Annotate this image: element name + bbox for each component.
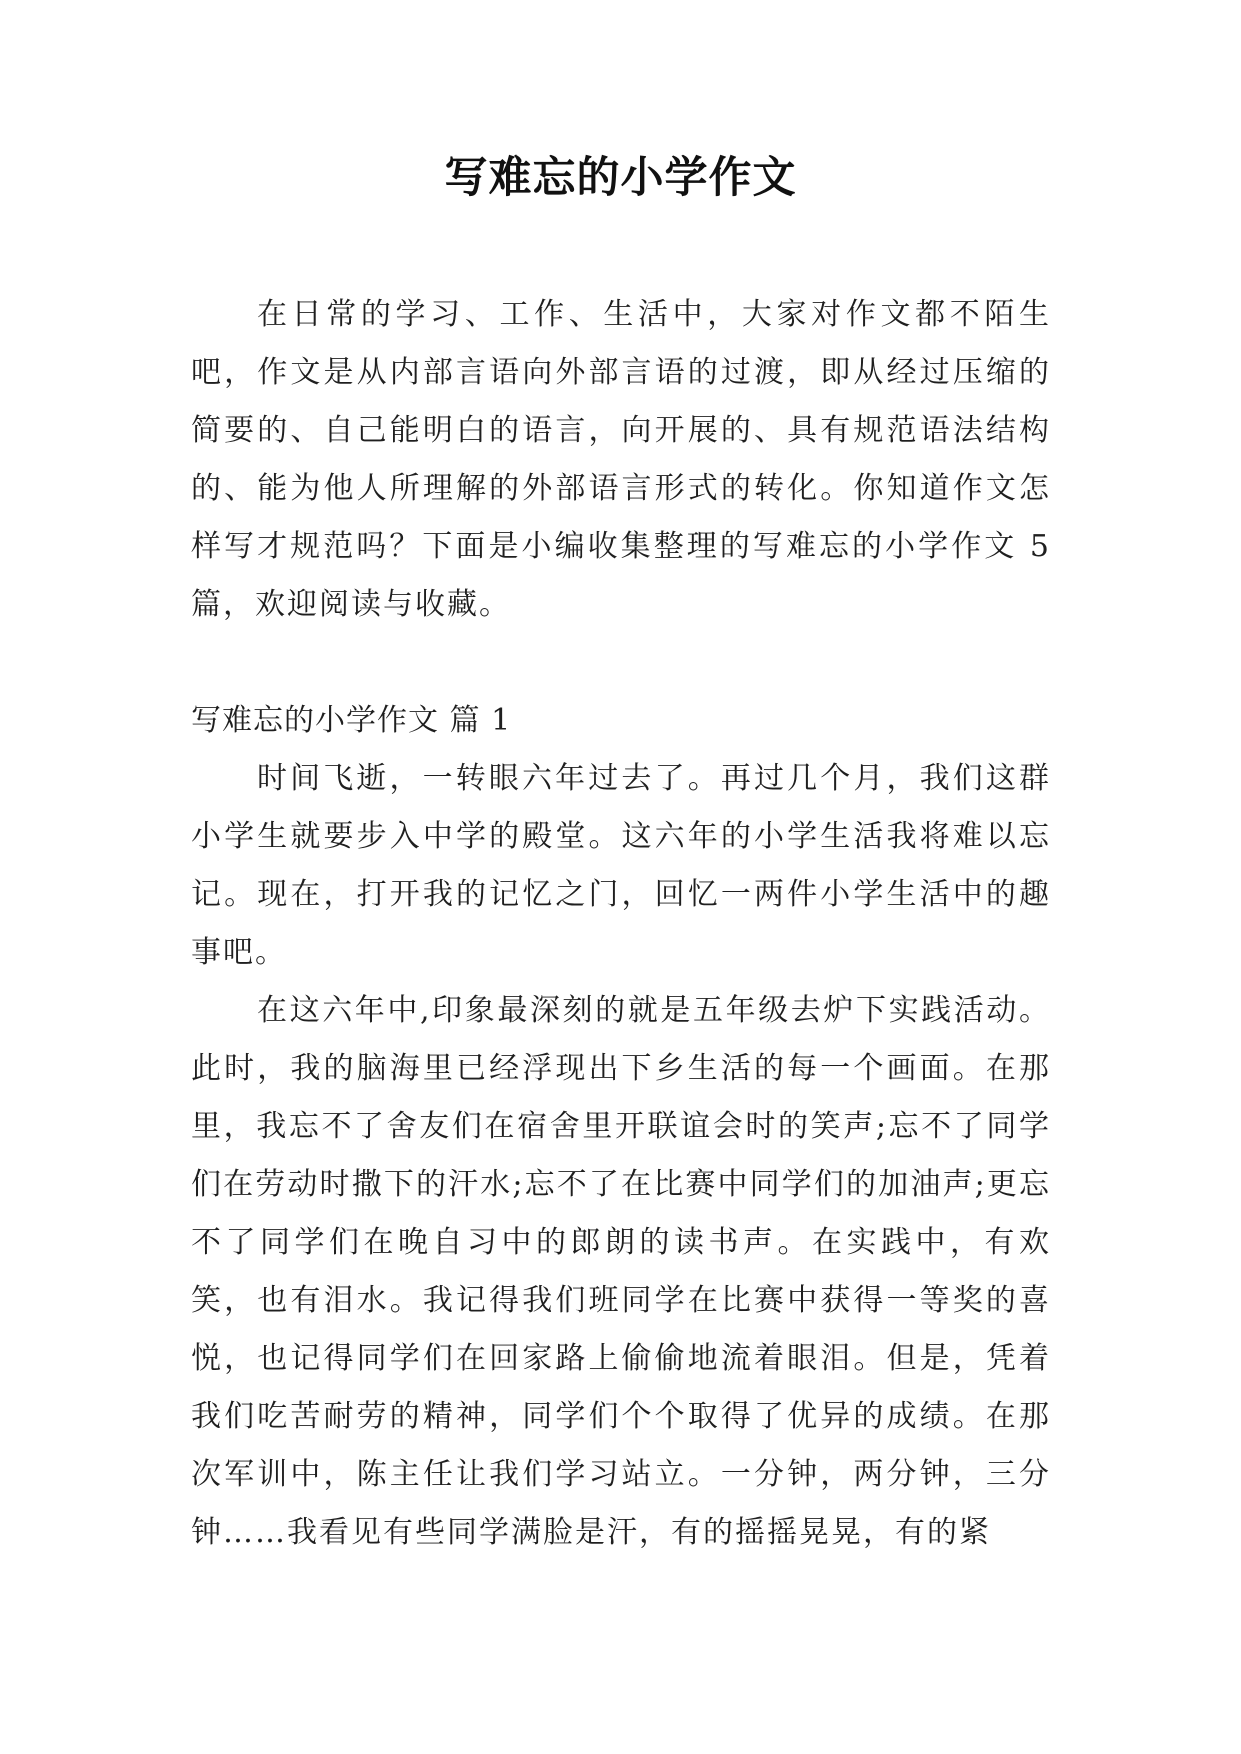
intro-paragraph: 在日常的学习、工作、生活中，大家对作文都不陌生吧，作文是从内部言语向外部言语的过渡，即从经过压缩的简要的、自己能明白的语言，向开展的、具有规范语法结构的、能为他人所理解的外部语言形式的转化。你知道作文怎样写才规范吗？下面是小编收集整理的写难忘的小学作文 5 篇，欢迎阅读与收藏。 bbox=[191, 297, 1051, 622]
body-paragraph-2: 在这六年中,印象最深刻的就是五年级去炉下实践活动。此时，我的脑海里已经浮现出下乡生活的每一个画面。在那里，我忘不了舍友们在宿舍里开联谊会时的笑声;忘不了同学们在劳动时撒下的汗水;忘不了在比赛中同学们的加油声;更忘不了同学们在晚自习中的郎朗的读书声。在实践中，有欢笑，也有泪水。我记得我们班同学在比赛中获得一等奖的喜悦，也记得同学们在回家路上偷偷地流着眼泪。但是，凭着我们吃苦耐劳的精神，同学们个个取得了优异的成绩。在那次军训中，陈主任让我们学习站立。一分钟，两分钟，三分钟……我看见有些同学满脸是汗，有的摇摇晃晃，有的紧 bbox=[191, 993, 1051, 1550]
section-heading: 写难忘的小学作文 篇 1 bbox=[191, 703, 512, 738]
document-title: 写难忘的小学作文 bbox=[444, 153, 797, 203]
document-body bbox=[191, 286, 1051, 1562]
body-paragraph-1: 时间飞逝，一转眼六年过去了。再过几个月，我们这群小学生就要步入中学的殿堂。这六年的小学生活我将难以忘记。现在，打开我的记忆之门，回忆一两件小学生活中的趣事吧。 bbox=[191, 761, 1051, 970]
